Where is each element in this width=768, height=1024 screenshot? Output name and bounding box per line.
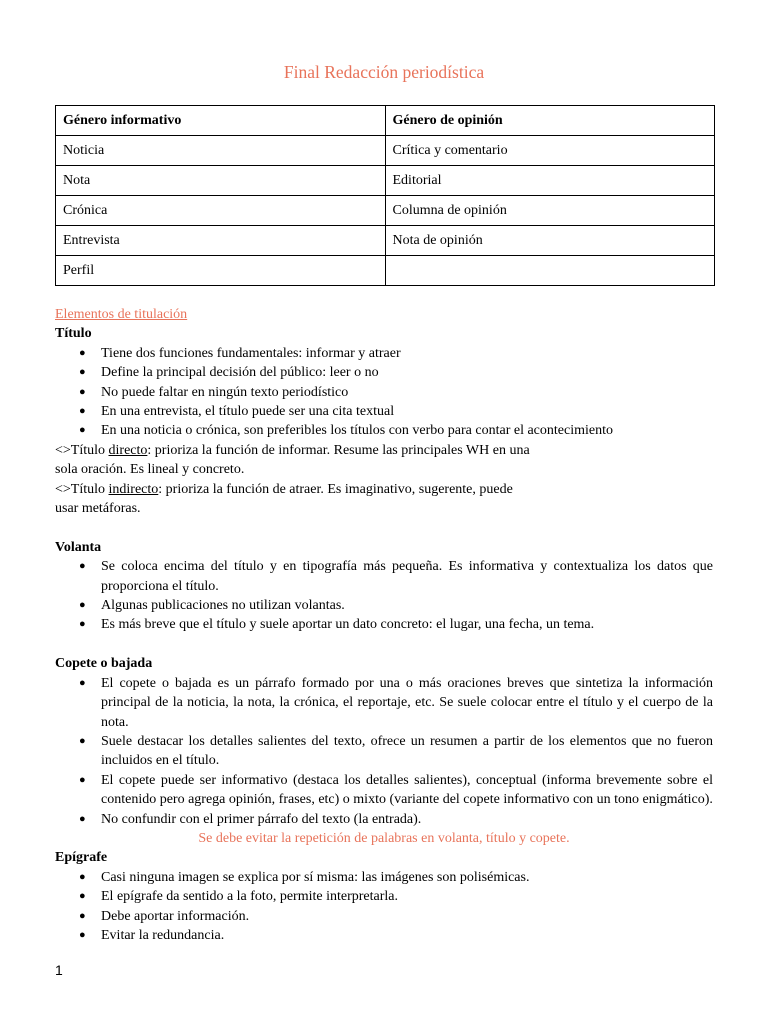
titulo-directo-word: directo bbox=[108, 442, 148, 458]
titulo-directo-line bbox=[55, 441, 713, 460]
list-item: ● En una entrevista, el título puede ser una cita textual bbox=[101, 402, 713, 421]
table-row bbox=[56, 196, 715, 226]
volanta-list bbox=[55, 557, 713, 635]
table-cell: Crítica y comentario bbox=[385, 136, 715, 166]
titulo-directo-prefix: <>Título bbox=[55, 442, 109, 458]
list-item: ● Evitar la redundancia. bbox=[101, 926, 713, 945]
copete-note: Se debe evitar la repetición de palabras en volanta, título y copete. bbox=[198, 830, 570, 846]
volanta-heading: Volanta bbox=[55, 539, 102, 555]
elementos-link[interactable]: Elementos de titulación bbox=[55, 307, 188, 322]
list-item: ● No confundir con el primer párrafo del texto (la entrada). bbox=[101, 810, 713, 829]
table-cell: Nota bbox=[56, 166, 386, 196]
titulo-indirecto-prefix: <>Título bbox=[55, 481, 109, 497]
titulo-indirecto-word: indirecto bbox=[108, 481, 159, 497]
titulo-indirecto-line bbox=[55, 480, 713, 499]
titulo-indirecto-line2: usar metáforas. bbox=[55, 501, 141, 517]
titulo-directo-line2: sola oración. Es lineal y concreto. bbox=[55, 462, 245, 478]
epigrafe-list bbox=[55, 868, 713, 946]
list-item: ● Casi ninguna imagen se explica por sí misma: las imágenes son polisémicas. bbox=[101, 868, 713, 887]
list-item: ● Debe aportar información. bbox=[101, 907, 713, 926]
list-item: ● El copete puede ser informativo (destaca los detalles salientes), conceptual (informa brevemente sobre el contenido pero agrega opinión, frases, etc) o mixto (variante del copete informativo con un tono enigmático). bbox=[101, 771, 713, 810]
titulo-indirecto-rest: : prioriza la función de atraer. Es imaginativo, sugerente, puede bbox=[158, 481, 513, 497]
document-body bbox=[55, 305, 713, 945]
list-item: ● Define la principal decisión del público: leer o no bbox=[101, 363, 713, 382]
epigrafe-heading: Epígrafe bbox=[55, 850, 108, 866]
table-row bbox=[56, 166, 715, 196]
table-cell bbox=[385, 256, 715, 286]
copete-heading: Copete o bajada bbox=[55, 656, 153, 672]
table-cell: Nota de opinión bbox=[385, 226, 715, 256]
table-cell: Editorial bbox=[385, 166, 715, 196]
titulo-directo-rest: : prioriza la función de informar. Resume las principales WH en una bbox=[147, 442, 530, 458]
table-header: Género informativo bbox=[56, 106, 386, 136]
table-cell: Perfil bbox=[56, 256, 386, 286]
table-cell: Columna de opinión bbox=[385, 196, 715, 226]
table-cell: Noticia bbox=[56, 136, 386, 166]
list-item: ● En una noticia o crónica, son preferibles los títulos con verbo para contar el acontecimiento bbox=[101, 421, 713, 440]
copete-list bbox=[55, 674, 713, 829]
table-header-row bbox=[56, 106, 715, 136]
table-row bbox=[56, 136, 715, 166]
table-cell: Entrevista bbox=[56, 226, 386, 256]
list-item: ● El epígrafe da sentido a la foto, permite interpretarla. bbox=[101, 887, 713, 906]
titulo-heading: Título bbox=[55, 326, 92, 342]
table-cell: Crónica bbox=[56, 196, 386, 226]
titulo-list bbox=[55, 344, 713, 441]
list-item: ● Es más breve que el título y suele aportar un dato concreto: el lugar, una fecha, un tema. bbox=[101, 615, 713, 634]
genres-table bbox=[55, 105, 715, 286]
document-title: Final Redacción periodística bbox=[283, 62, 485, 82]
page-number: 1 bbox=[55, 962, 63, 978]
list-item: ● Algunas publicaciones no utilizan volantas. bbox=[101, 596, 713, 615]
table-header: Género de opinión bbox=[385, 106, 715, 136]
list-item: ● Se coloca encima del título y en tipografía más pequeña. Es informativa y contextualiza los datos que proporciona el título. bbox=[101, 557, 713, 596]
table-row bbox=[56, 226, 715, 256]
table-row bbox=[56, 256, 715, 286]
list-item: ● Tiene dos funciones fundamentales: informar y atraer bbox=[101, 344, 713, 363]
list-item: ● El copete o bajada es un párrafo formado por una o más oraciones breves que sintetiza la información principal de la noticia, la nota, la crónica, el reportaje, etc. Se suele colocar entre el título y el cuerpo de la nota. bbox=[101, 674, 713, 732]
list-item: ● No puede faltar en ningún texto periodístico bbox=[101, 383, 713, 402]
list-item: ● Suele destacar los detalles salientes del texto, ofrece un resumen a partir de los elementos que no fueron incluidos en el título. bbox=[101, 732, 713, 771]
